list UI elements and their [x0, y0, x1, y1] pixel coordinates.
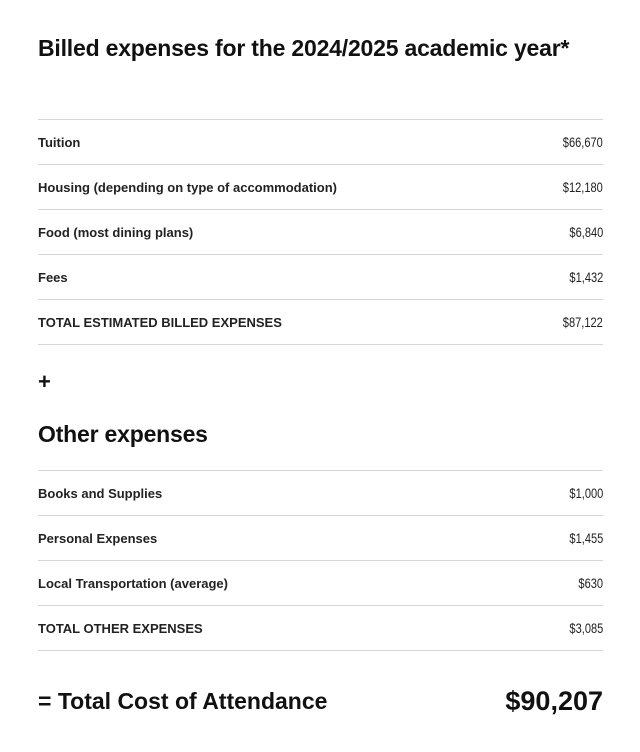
row-value-fees: $1,432	[569, 269, 603, 285]
row-value-tuition: $66,670	[562, 134, 603, 150]
table-row	[38, 210, 603, 255]
table-row	[38, 471, 603, 516]
table-row	[38, 516, 603, 561]
row-value-total-other: $3,085	[569, 620, 603, 636]
row-value-personal: $1,455	[569, 530, 603, 546]
row-label-housing: Housing (depending on type of accommodation)	[38, 179, 337, 195]
row-label-books: Books and Supplies	[38, 485, 163, 501]
table-row-total	[38, 606, 603, 651]
grand-total	[38, 686, 603, 717]
table-row	[38, 120, 603, 165]
table-row	[38, 255, 603, 300]
row-value-total-billed: $87,122	[562, 314, 603, 330]
plus-sign: +	[38, 369, 51, 394]
row-value-housing: $12,180	[562, 179, 603, 195]
row-value-books: $1,000	[569, 485, 603, 501]
table-row	[38, 165, 603, 210]
row-label-fees: Fees	[38, 269, 68, 285]
billed-expenses-table	[38, 119, 603, 345]
billed-expenses-title: Billed expenses for the 2024/2025 academic year*	[38, 35, 570, 61]
grand-total-value: $90,207	[505, 686, 603, 716]
row-label-total-other: TOTAL OTHER EXPENSES	[38, 620, 203, 636]
table-row-total	[38, 300, 603, 345]
row-value-food: $6,840	[569, 224, 603, 240]
grand-total-label: = Total Cost of Attendance	[38, 688, 328, 714]
row-label-tuition: Tuition	[38, 134, 81, 150]
other-expenses-table	[38, 470, 603, 651]
row-value-transportation: $630	[578, 575, 603, 591]
row-label-food: Food (most dining plans)	[38, 224, 194, 240]
other-expenses-title: Other expenses	[38, 421, 208, 447]
row-label-personal: Personal Expenses	[38, 530, 158, 546]
table-row	[38, 561, 603, 606]
row-label-total-billed: TOTAL ESTIMATED BILLED EXPENSES	[38, 314, 282, 330]
row-label-transportation: Local Transportation (average)	[38, 575, 228, 591]
